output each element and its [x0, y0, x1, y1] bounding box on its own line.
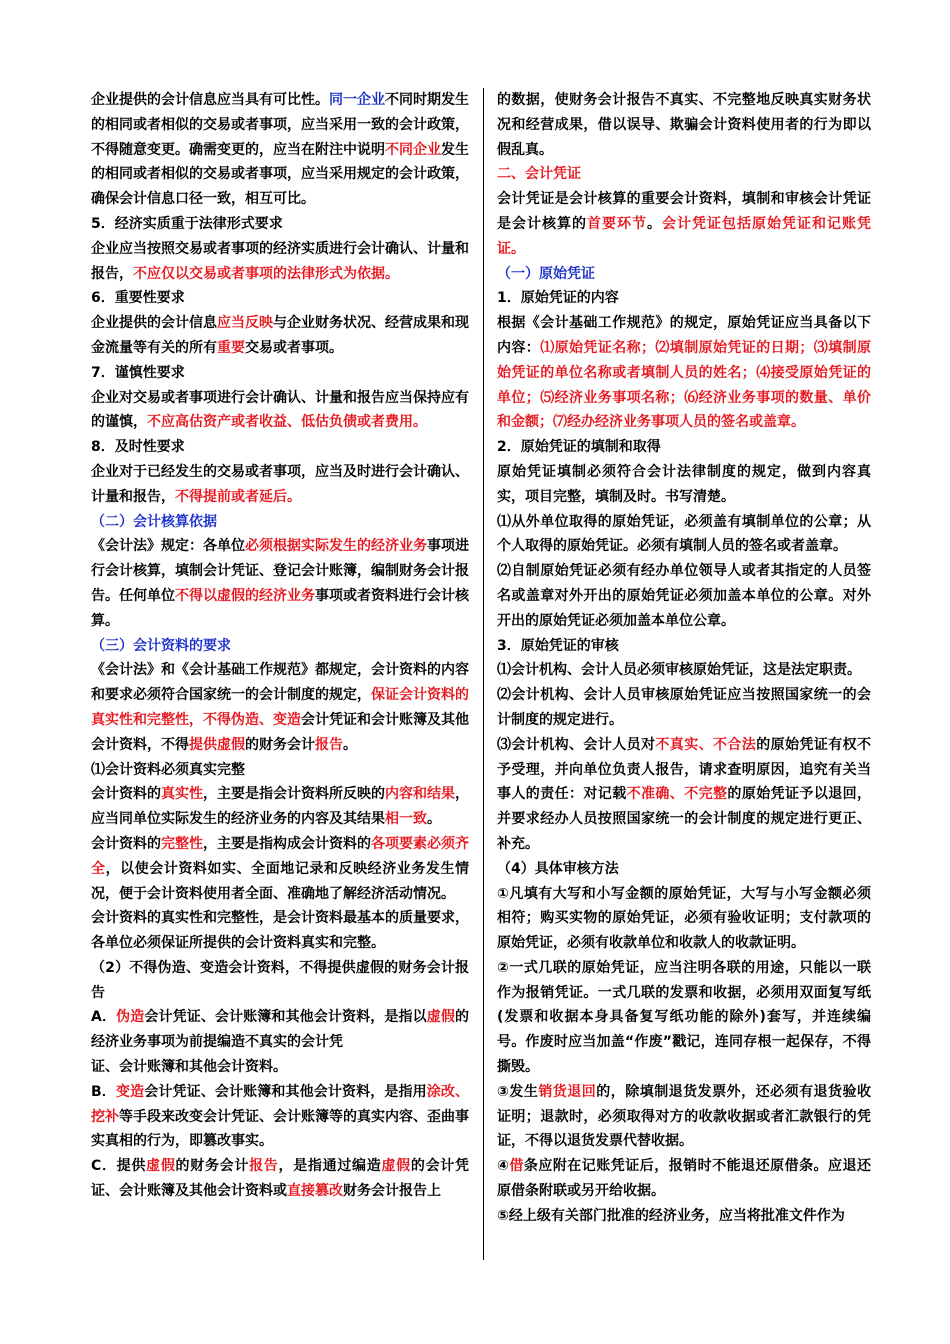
- text-run: C．提供: [91, 1158, 147, 1175]
- highlighted-text: 直接篡改: [287, 1183, 343, 1200]
- text-run: 企业对于已经发生的交易或者事项，应当及时进行会计确认、计量和报告，: [91, 463, 469, 505]
- paragraph: [91, 237, 469, 287]
- left-column: [91, 88, 469, 1204]
- text-run: 等手段来改变会计凭证、会计账簿等的真实内容、歪曲事实真相的行为，即篡改事实。: [91, 1108, 469, 1150]
- paragraph: [497, 162, 871, 187]
- paragraph: [91, 386, 469, 436]
- text-run: 会计凭证、会计账簿和其他会计资料，是指以: [144, 1009, 427, 1026]
- paragraph: [497, 882, 871, 956]
- text-run: 与企业财务状况、经营成果和现金流量等有关的所有: [91, 315, 469, 356]
- highlighted-text: 销货退回: [538, 1083, 597, 1100]
- text-run: 7．谨慎性要求: [91, 364, 185, 381]
- text-run: 企业提供的会计信息应当具有可比性。: [91, 92, 329, 108]
- text-run: ，以使会计资料如实、全面地记录和反映经济业务发生情况，便于会计资料使用者全面、准确地了解经济活动情况。: [91, 860, 470, 902]
- text-run: 根据《会计基础工作规范》的规定，原始凭证应当具备以下内容：: [497, 315, 871, 356]
- highlighted-text: 不得以虚假的经济业务: [175, 587, 315, 604]
- text-run: 6．重要性要求: [91, 290, 185, 307]
- paragraph: [91, 534, 469, 633]
- text-run: 财务会计报告上: [343, 1183, 441, 1200]
- paragraph: [497, 634, 871, 659]
- text-run: 会计凭证和会计账簿及其他会计资料，不得: [91, 711, 469, 753]
- text-run: 会计资料的: [91, 835, 161, 852]
- text-run: 企业对交易或者事项进行会计确认、计量和报告应当保持应有的谨慎，: [91, 389, 469, 431]
- section-heading: （三）会计资料的要求: [91, 637, 231, 654]
- text-run: ②一式几联的原始凭证，应当注明各联的用途，只能以一联作为报销凭证。一式几联的发票和收据，必须用双面复写纸(发票和收据本身具备复写纸功能的除外)套写，并连续编号。作废时应当加盖“作废”戳记，连同存根一起保存，不得撕毁。: [497, 959, 871, 1076]
- text-run: 会计资料的真实性和完整性，是会计资料最基本的质量要求，各单位必须保证所提供的会计资料真实和完整。: [91, 910, 469, 952]
- paragraph: [91, 311, 469, 361]
- text-run: 的财务会计: [245, 736, 315, 753]
- paragraph: [91, 1055, 469, 1080]
- highlighted-text: 应当反映: [217, 315, 273, 332]
- text-run: 发生的相同或者相似的交易或者事项，应当采用规定的会计政策，确保会计信息口径一致，相互可比。: [91, 141, 469, 208]
- highlighted-text: 必须根据实际发生的经济业务: [245, 538, 427, 555]
- text-run: ⑴会计机构、会计人员必须审核原始凭证，这是法定职责。: [497, 662, 861, 679]
- text-run: 会计凭证、会计账簿和其他会计资料，是指用: [144, 1083, 427, 1100]
- text-run: ⑵自制原始凭证必须有经办单位领导人或者其指定的人员签名或盖章对外开出的原始凭证必须加盖本单位的公章。对外开出的原始凭证必须加盖本单位公章。: [497, 563, 871, 629]
- text-run: （2）不得伪造、变造会计资料，不得提供虚假的财务会计报告: [91, 959, 469, 1001]
- paragraph: [91, 758, 469, 783]
- paragraph: [497, 460, 871, 510]
- text-run: 。: [427, 811, 441, 828]
- text-run: 的原始凭证予以退回，并要求经办人员按照国家统一的会计制度的规定进行更正、补充。: [497, 786, 872, 852]
- text-run: 3．原始凭证的审核: [497, 637, 619, 654]
- paragraph: [91, 832, 469, 906]
- paragraph: [91, 510, 469, 535]
- paragraph: [91, 361, 469, 386]
- highlighted-text: 虚假: [426, 1009, 456, 1026]
- highlighted-text: 二、会计凭证: [497, 166, 581, 183]
- text-run: ，是指通过编造: [278, 1158, 382, 1175]
- highlighted-text: 涂改、挖补: [91, 1083, 470, 1125]
- paragraph: [91, 1005, 469, 1055]
- paragraph: [497, 88, 871, 162]
- paragraph: [497, 559, 871, 633]
- text-run: ④: [497, 1158, 510, 1175]
- paragraph: [497, 1154, 871, 1204]
- highlighted-text: 变造: [115, 1083, 145, 1100]
- paragraph: [91, 782, 469, 832]
- text-run: 的数据，使财务会计报告不真实、不完整地反映真实财务状况和经营成果，借以误导、欺骗会计资料使用者的行为即以假乱真。: [497, 92, 871, 158]
- text-run: 的，除填制退货发票外，还必须有退货验收证明；退款时，必须取得对方的收款收据或者汇款银行的凭证，不得以退货发票代替收据。: [497, 1083, 872, 1150]
- highlighted-text: 提供虚假: [189, 736, 245, 753]
- text-run: 条应附在记账凭证后，报销时不能退还原借条。应退还原借条附联或另开给收据。: [497, 1158, 872, 1200]
- text-run: A．: [91, 1009, 117, 1026]
- text-run: 。: [647, 215, 662, 232]
- text-run: 的经济业务事项为前提编造不真实的会计凭: [91, 1009, 470, 1051]
- paragraph: [91, 634, 469, 659]
- text-run: ，主要是指会计资料所反映的: [203, 786, 385, 803]
- highlighted-text: 不得提前或者延后。: [175, 488, 301, 505]
- text-run: ①凡填有大写和小写金额的原始凭证，大写与小写金额必须相符；购买实物的原始凭证，必须有验收证明；支付款项的原始凭证，必须有收款单位和收款人的收款证明。: [497, 885, 871, 952]
- text-run: ③发生: [497, 1083, 539, 1100]
- highlighted-text: 会计凭证包括原始凭证和记账凭证。: [497, 215, 871, 257]
- right-column: [497, 88, 871, 1229]
- paragraph: [91, 906, 469, 956]
- text-run: 会计资料的: [91, 786, 161, 803]
- text-run: ⑶会计机构、会计人员对: [497, 736, 656, 753]
- text-run: 5．经济实质重于法律形式要求: [91, 215, 283, 232]
- highlighted-text: 不同企业: [385, 141, 441, 158]
- text-run: ⑴从外单位取得的原始凭证，必须盖有填制单位的公章；从个人取得的原始凭证。必须有填制人员的签名或者盖章。: [497, 513, 871, 555]
- paragraph: [91, 956, 469, 1006]
- text-run: ，主要是指构成会计资料的: [203, 835, 371, 852]
- highlighted-text: 内容和结果: [385, 786, 455, 803]
- text-run: 原始凭证填制必须符合会计法律制度的规定，做到内容真实，项目完整，填制及时。书写清楚。: [497, 463, 871, 505]
- text-run: 企业提供的会计信息: [91, 315, 217, 332]
- text-run: ⑴会计资料必须真实完整: [91, 761, 245, 778]
- text-run: 事项进行会计核算，填制会计凭证、登记会计账簿，编制财务会计报告。任何单位: [91, 538, 469, 604]
- paragraph: [497, 857, 871, 882]
- text-run: （4）具体审核方法: [497, 860, 619, 877]
- highlighted-text: 相一致: [385, 811, 427, 828]
- highlighted-text: 保证会计资料的真实性和完整性，不得伪造、变造: [91, 687, 469, 728]
- highlighted-text: 首要环节: [587, 215, 647, 232]
- paragraph: [91, 1080, 469, 1154]
- text-run: 8．及时性要求: [91, 439, 185, 456]
- paragraph: [91, 212, 469, 237]
- paragraph: [497, 286, 871, 311]
- highlighted-text: 各项要素必须齐全: [91, 835, 469, 877]
- paragraph: [91, 658, 469, 757]
- paragraph: [497, 262, 871, 287]
- highlighted-text: 不真实、不合法: [655, 736, 757, 753]
- paragraph: [497, 187, 871, 261]
- highlighted-text: ⑴原始凭证名称；⑵填制原始凭证的日期；⑶填制原始凭证的单位名称或者填制人员的姓名；⑷接受原始凭证的单位；⑸经济业务事项名称；⑹经济业务事项的数量、单价和金额；⑺经办经济业务事项人员的签名或盖章。: [497, 339, 872, 431]
- highlighted-text: 借: [509, 1158, 524, 1175]
- highlighted-text: 伪造: [116, 1009, 145, 1026]
- paragraph: [497, 510, 871, 560]
- paragraph: [91, 460, 469, 510]
- highlighted-text: 重要: [217, 339, 245, 356]
- text-run: 的原始凭证有权不予受理，并向单位负责人报告，请求查明原因，追究有关当事人的责任：对记载: [497, 736, 872, 803]
- text-run: 的会计凭证、会计账簿及其他会计资料或: [91, 1158, 470, 1200]
- highlighted-text: 不应仅以交易或者事项的法律形式为依据。: [133, 265, 399, 282]
- text-run: 交易或者事项。: [245, 339, 343, 356]
- paragraph: [497, 683, 871, 733]
- text-run: 事项或者资料进行会计核算。: [91, 587, 469, 629]
- paragraph: [497, 658, 871, 683]
- text-run: 企业应当按照交易或者事项的经济实质进行会计确认、计量和报告，: [91, 240, 469, 282]
- text-run: 。: [343, 736, 357, 753]
- highlighted-text: 报告: [249, 1158, 279, 1175]
- section-heading: （二）会计核算依据: [91, 513, 217, 530]
- highlighted-text: 完整性: [161, 835, 203, 852]
- section-heading: （一）原始凭证: [497, 265, 595, 282]
- paragraph: [497, 733, 871, 857]
- paragraph: [497, 1204, 871, 1229]
- text-run: 《会计法》规定：各单位: [91, 538, 245, 555]
- highlighted-text: 虚假: [381, 1158, 411, 1175]
- text-run: ，应当同单位实际发生的经济业务的内容及其结果: [91, 786, 469, 828]
- paragraph: [91, 88, 469, 212]
- text-run: 的财务会计: [175, 1158, 250, 1175]
- highlighted-text: 虚假: [146, 1158, 176, 1175]
- section-heading: 同一企业: [329, 92, 385, 108]
- text-run: 会计凭证是会计核算的重要会计资料，填制和审核会计凭证是会计核算的: [497, 191, 871, 232]
- paragraph: [91, 435, 469, 460]
- text-run: ⑵会计机构、会计人员审核原始凭证应当按照国家统一的会计制度的规定进行。: [497, 687, 871, 728]
- highlighted-text: 不应高估资产或者收益、低估负债或者费用。: [147, 414, 427, 431]
- column-divider: [483, 88, 484, 1260]
- text-run: 证、会计账簿和其他会计资料。: [91, 1059, 287, 1076]
- text-run: 1．原始凭证的内容: [497, 290, 619, 307]
- text-run: B．: [91, 1083, 116, 1100]
- paragraph: [91, 286, 469, 311]
- text-run: 不同时期发生的相同或者相似的交易或者事项，应当采用一致的会计政策，不得随意变更。确需变更的，应当在附注中说明: [91, 92, 469, 158]
- paragraph: [497, 435, 871, 460]
- paragraph: [91, 1154, 469, 1204]
- paragraph: [497, 1080, 871, 1154]
- text-run: 《会计法》和《会计基础工作规范》都规定，会计资料的内容和要求必须符合国家统一的会计制度的规定，: [91, 662, 469, 704]
- highlighted-text: 报告: [315, 736, 343, 753]
- text-run: ⑤经上级有关部门批准的经济业务，应当将批准文件作为: [497, 1207, 845, 1224]
- text-run: 2．原始凭证的填制和取得: [497, 439, 661, 456]
- highlighted-text: 不准确、不完整: [626, 786, 728, 803]
- paragraph: [497, 311, 871, 435]
- highlighted-text: 真实性: [161, 786, 203, 803]
- paragraph: [497, 956, 871, 1080]
